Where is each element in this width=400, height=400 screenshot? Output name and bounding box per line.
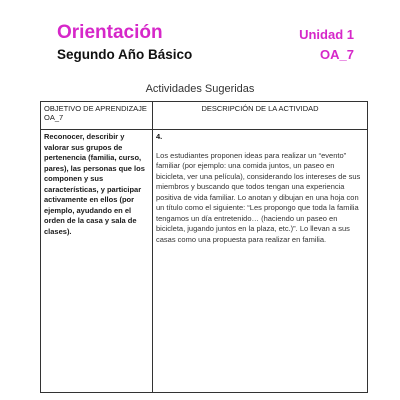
grade-subtitle: Segundo Año Básico	[57, 47, 193, 62]
unit-label: Unidad 1	[299, 27, 354, 42]
page-header	[57, 22, 354, 72]
subject-title: Orientación	[57, 22, 163, 43]
activity-description: Los estudiantes proponen ideas para realizar un “evento” familiar (por ejemplo: una comida juntos, un paseo en bicicleta, ver una película), considerando los intereses de sus miembros y buscando que todos tengan una experiencia positiva de vida familiar. Lo anotan y dibujan en una hoja con un título como el siguiente: “Les propongo que toda la familia tengamos un día entretenido… (haciendo un paseo en bicicleta, jugando juntos en la plaza, etc.)”. Lo llevan a sus casas como una propuesta para realizar en familia.	[156, 150, 361, 244]
table-row	[41, 130, 368, 393]
section-heading: Actividades Sugeridas	[145, 83, 255, 95]
description-cell	[153, 130, 368, 393]
activity-table	[40, 101, 368, 393]
activity-number: 4.	[156, 132, 163, 141]
description-column-header: DESCRIPCIÓN DE LA ACTIVIDAD	[153, 102, 368, 130]
objective-cell: Reconocer, describir y valorar sus grupos de pertenencia (familia, curso, pares), las personas que los componen y sus características, y participar activamente en ellos (por ejemplo, ayudando en el orden de la casa y sala de clases).	[41, 130, 153, 393]
objective-code: OA_7	[320, 47, 354, 62]
objective-column-header: OBJETIVO DE APRENDIZAJE OA_7	[41, 102, 153, 130]
table-header-row	[41, 102, 368, 130]
